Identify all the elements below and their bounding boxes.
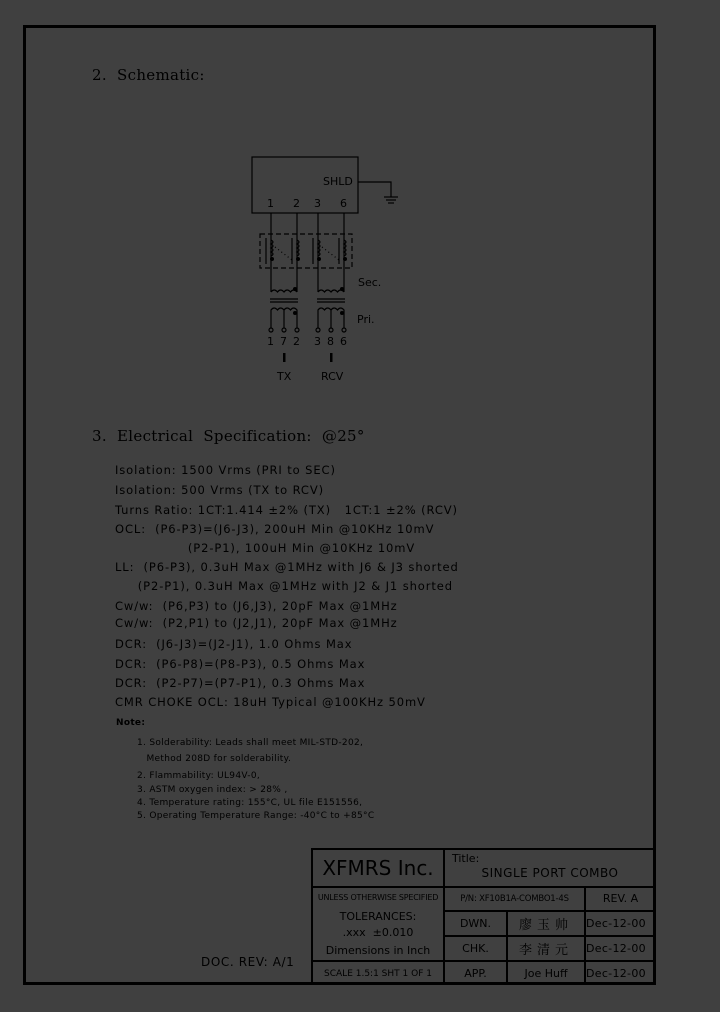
- rcv-label: RCV: [321, 370, 344, 383]
- connector-pin-6: 6: [340, 197, 347, 210]
- drawing-title: SINGLE PORT COMBO: [481, 866, 619, 880]
- rcv-pin-3: 3: [314, 335, 321, 348]
- note-item: 1. Solderability: Leads shall meet MIL-STD-202,: [137, 738, 364, 748]
- primary-label: Pri.: [357, 313, 375, 326]
- checked-by: 李清元: [518, 942, 573, 958]
- spec-line: DCR: (P2-P7)=(P7-P1), 0.3 Ohms Max: [115, 676, 366, 690]
- notes-title: Note:: [116, 718, 146, 728]
- part-number: P/N: XF10B1A-COMBO1-4S: [460, 893, 569, 904]
- schematic-diagram: [0, 0, 720, 430]
- unless-specified-text: UNLESS OTHERWISE SPECIFIED: [317, 893, 439, 902]
- approved-label: APP.: [464, 966, 487, 980]
- company-name: XFMRS Inc.: [322, 856, 434, 880]
- rcv-pin-8: 8: [327, 335, 334, 348]
- note-item: 3. ASTM oxygen index: > 28% ,: [137, 785, 288, 795]
- connector-pin-3: 3: [314, 197, 321, 210]
- spec-line: OCL: (P6-P3)=(J6-J3), 200uH Min @10KHz 10mV: [115, 522, 435, 536]
- tx-pin-1: 1: [267, 335, 274, 348]
- scale-sheet: SCALE 1.5:1 SHT 1 OF 1: [324, 968, 432, 979]
- note-item: 4. Temperature rating: 155°C, UL file E151556,: [137, 798, 363, 808]
- spec-line: (P2-P1), 0.3uH Max @1MHz with J2 & J1 shorted: [115, 579, 453, 593]
- spec-line: Cw/w: (P6,P3) to (J6,J3), 20pF Max @1MHz: [115, 599, 398, 613]
- spec-line: Turns Ratio: 1CT:1.414 ±2% (TX) 1CT:1 ±2% (RCV): [115, 503, 458, 517]
- rcv-pin-6: 6: [340, 335, 347, 348]
- drawn-date: Dec-12-00: [586, 916, 646, 930]
- shield-label: SHLD: [323, 175, 353, 188]
- approved-date: Dec-12-00: [586, 966, 646, 980]
- electrical-spec-heading: 3. Electrical Specification: @25°: [92, 427, 365, 445]
- checked-date: Dec-12-00: [586, 941, 646, 955]
- revision: REV. A: [602, 892, 639, 905]
- spec-line: (P2-P1), 100uH Min @10KHz 10mV: [115, 541, 416, 555]
- dimensions-unit: Dimensions in Inch: [325, 944, 431, 957]
- doc-revision: DOC. REV: A/1: [201, 955, 295, 969]
- note-item: 5. Operating Temperature Range: -40°C to +85°C: [137, 811, 375, 821]
- tx-pin-2: 2: [293, 335, 300, 348]
- schematic-heading: 2. Schematic:: [92, 66, 205, 84]
- spec-line: CMR CHOKE OCL: 18uH Typical @100KHz 50mV: [115, 695, 426, 709]
- tx-pin-7: 7: [280, 335, 287, 348]
- tolerance-value: .xxx ±0.010: [342, 926, 414, 939]
- spec-line: Isolation: 500 Vrms (TX to RCV): [115, 483, 325, 497]
- approved-by: Joe Huff: [524, 966, 568, 980]
- title-label: Title:: [452, 852, 480, 865]
- spec-line: DCR: (P6-P8)=(P8-P3), 0.5 Ohms Max: [115, 657, 366, 671]
- connector-pin-1: 1: [267, 197, 274, 210]
- spec-line: Cw/w: (P2,P1) to (J2,J1), 20pF Max @1MHz: [115, 616, 398, 630]
- title-block: [311, 848, 655, 985]
- spec-line: Isolation: 1500 Vrms (PRI to SEC): [115, 463, 336, 477]
- spec-line: DCR: (J6-J3)=(J2-J1), 1.0 Ohms Max: [115, 637, 353, 651]
- drawn-by: 廖玉帅: [518, 917, 573, 933]
- secondary-label: Sec.: [358, 276, 382, 289]
- tx-label: TX: [277, 370, 292, 383]
- tolerances-label: TOLERANCES:: [339, 910, 417, 923]
- spec-line: LL: (P6-P3), 0.3uH Max @1MHz with J6 & J3 shorted: [115, 560, 459, 574]
- note-item: 2. Flammability: UL94V-0,: [137, 771, 261, 781]
- connector-pin-2: 2: [293, 197, 300, 210]
- checked-label: CHK.: [462, 941, 489, 955]
- drawn-label: DWN.: [459, 916, 492, 930]
- note-item: Method 208D for solderability.: [137, 754, 292, 764]
